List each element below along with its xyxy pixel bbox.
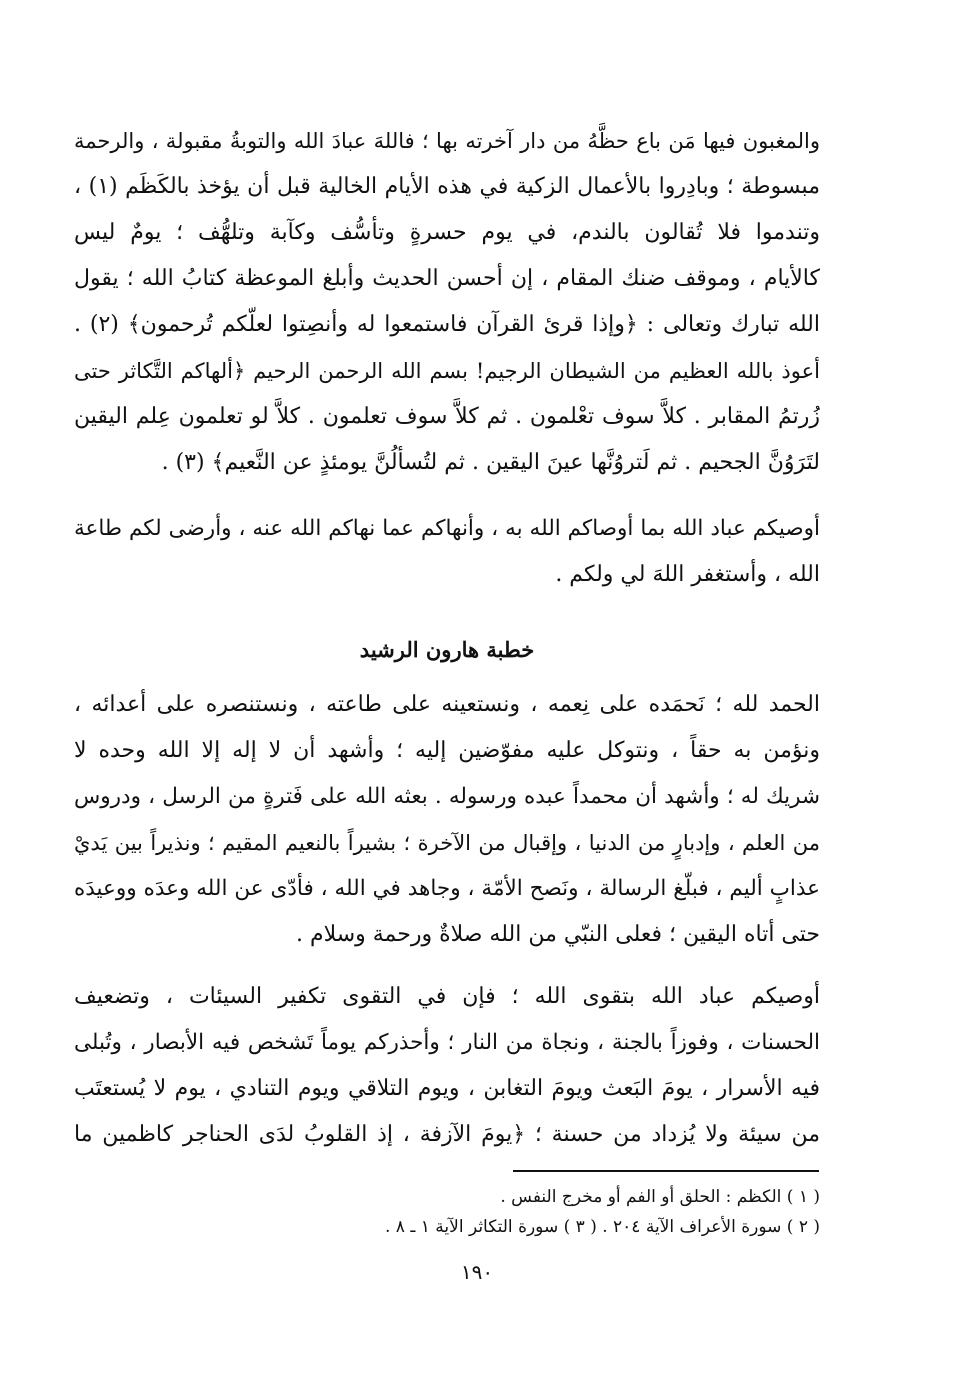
section-heading: خطبة هارون الرشيد: [359, 637, 535, 662]
text-line: أعوذ بالله العظيم من الشيطان الرجيم! بسم الله الرحمن الرحيم ﴿ألهاكم التَّكاثر حتى: [74, 359, 820, 383]
text-line: حتى أتاه اليقين ؛ فعلى النبّي من الله صلاةٌ ورحمة وسلام .: [295, 922, 820, 947]
text-line: من العلم ، وإدبارٍ من الدنيا ، وإقبال من الآخرة ؛ بشيراً بالنعيم المقيم ؛ ونذيراً بين يَديْ: [74, 831, 820, 855]
text-line: الحسنات ، وفوزاً بالجنة ، ونجاة من النار ؛ وأحذركم يوماً تَشخص فيه الأبصار ، وتُبلى: [74, 1030, 820, 1055]
text-line: شريك له ؛ وأشهد أن محمداً عبده ورسوله . بعثه الله على فَترةٍ من الرسل ، ودروس: [74, 784, 820, 809]
paragraph-harun-praise: [74, 682, 820, 958]
text-line: ونؤمن به حقاً ، ونتوكل عليه مفوّضين إليه ؛ وأشهد أن لا إله إلا الله وحده لا: [74, 738, 820, 763]
text-line: فيه الأسرار ، يومَ البَعث ويومَ التغابن ، ويوم التلاقي ويوم التنادي ، يوم لا يُستعتَب: [74, 1076, 820, 1101]
paragraph-closing-advice: [74, 506, 820, 598]
text-line: الله تبارك وتعالى : ﴿وإذا قرئ القرآن فاستمعوا له وأنصِتوا لعلّكم تُرحمون﴾ (٢) .: [74, 312, 820, 337]
text-line: أوصيكم عباد الله بما أوصاكم الله به ، وأنهاكم عما نهاكم الله عنه ، وأرضى لكم طاعة: [74, 516, 820, 541]
text-line: الله ، وأستغفر اللهَ لي ولكم .: [555, 562, 820, 587]
text-line: زُرتمُ المقابر . كلاَّ سوف تعْلمون . ثم كلاَّ سوف تعلمون . كلاَّ لو تعلمون عِلم اليقين: [74, 404, 820, 429]
text-line: كالأيام ، وموقف ضنك المقام ، إن أحسن الحديث وأبلغ الموعظة كتابُ الله ؛ يقول: [74, 266, 820, 291]
text-line: لتَرَوُنَّ الجحيم . ثم لَتروُنَّها عينَ اليقين . ثم لتُسألُنَّ يومئذٍ عن النَّعيم﴾ (٣) .: [161, 450, 820, 475]
text-line: أوصيكم عباد الله بتقوى الله ؛ فإن في التقوى تكفير السيئات ، وتضعيف: [74, 984, 820, 1009]
text-line: مبسوطة ؛ وبادِروا بالأعمال الزكية في هذه الأيام الخالية قبل أن يؤخذ بالكَظَم (١) ،: [74, 174, 820, 199]
footnotes: [74, 1182, 820, 1242]
paragraph-sermon-ending: [74, 118, 820, 486]
footnote: ( ٢ ) سورة الأعراف الآية ٢٠٤ . ( ٣ ) سورة التكاثر الآية ١ ـ ٨ .: [384, 1217, 820, 1237]
text-line: الحمد لله ؛ نَحمَده على نِعمه ، ونستعينه على طاعته ، ونستنصره على أعدائه ،: [74, 692, 820, 717]
text-line: والمغبون فيها مَن باع حظَّهُ من دار آخرته بها ؛ فاللهَ عبادَ الله والتوبةُ مقبولة ، والرحمة: [74, 129, 820, 153]
footnote-divider: [513, 1170, 819, 1172]
page-number: ١٩٠: [460, 1260, 494, 1284]
text-line: وتندموا فلا تُقالون بالندم، في يوم حسرةٍ وتأسُّف وكآبة وتلهُّف ؛ يومٌ ليس: [74, 220, 820, 245]
text-line: عذابٍ أليم ، فبلّغ الرسالة ، ونَصح الأمّة ، وجاهد في الله ، فأدّى عن الله وعدَه ووعيدَه: [74, 876, 820, 901]
paragraph-harun-advice: [74, 974, 820, 1158]
text-line: من سيئة ولا يُزداد من حسنة ؛ ﴿يومَ الآزفة ، إذ القلوبُ لدَى الحناجر كاظمين ما: [74, 1122, 820, 1147]
footnote: ( ١ ) الكظم : الحلق أو الفم أو مخرج النفس .: [500, 1187, 820, 1207]
